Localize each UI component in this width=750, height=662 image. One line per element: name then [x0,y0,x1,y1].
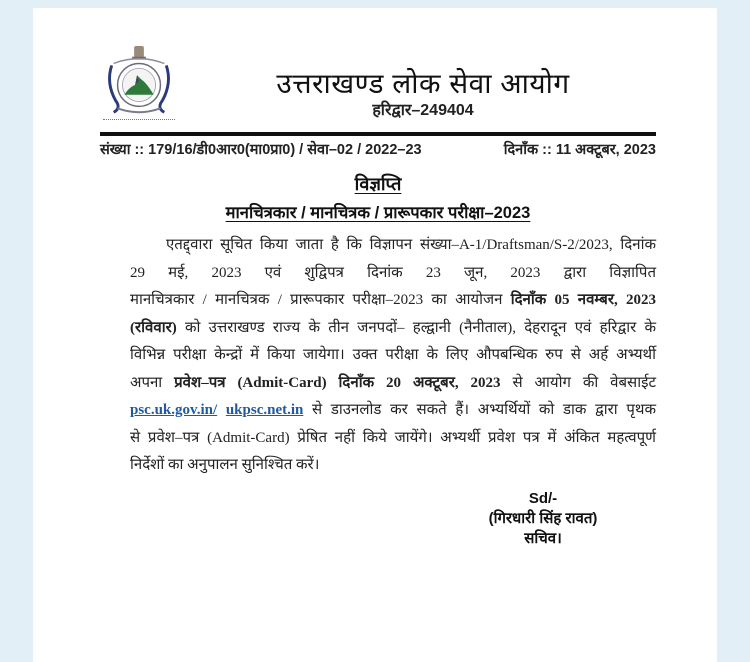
body-line [130,370,656,398]
body-line [130,315,656,343]
organization-title: उत्तराखण्ड लोक सेवा आयोग [276,68,570,99]
reference-number: संख्या :: 179/16/डी0आर0(मा0प्रा0) / सेवा–02 / 2022–23 [100,142,422,158]
body-line [130,232,656,260]
notice-subject [100,200,656,223]
notice-heading [100,172,656,196]
seal-caption-line [103,119,175,122]
website-link[interactable]: ukpsc.net.in [225,402,304,418]
notice-heading-text: विज्ञप्ति [354,174,402,194]
body-line [130,397,656,425]
body-text-segment [217,402,226,418]
body-line [130,452,656,480]
bold-text: दिनाँक 20 अक्टूबर, 2023 [338,374,501,391]
body-text-segment: से प्रवेश–पत्र (Admit-Card) प्रेषित नहीं किये जायेंगे। अभ्यर्थी प्रवेश पत्र में अंकित महत्वपूर्ण [130,429,656,446]
signatory-designation: सचिव। [524,530,562,547]
signature-block [463,489,623,549]
bold-text: (Admit-Card) [225,374,339,391]
body-text-segment: से आयोग की वेबसाईट [500,374,657,391]
commission-seal-icon [100,44,178,122]
body-line [130,287,656,315]
notice-page [33,8,717,662]
body-text-segment: निर्देशों का अनुपालन सुनिश्चित करें। [130,457,320,473]
reference-date: दिनाँक :: 11 अक्टूबर, 2023 [503,142,656,158]
body-text-segment: अपना [130,374,175,391]
body-text-segment: मानचित्रकार / मानचित्रक / प्रारूपकार परीक्षा–2023 का आयोजन [130,292,511,308]
header-divider [100,132,656,136]
body-text-segment: विभिन्न परीक्षा केन्द्रों में किया जायेगा। उक्त परीक्षा के लिए औपबन्धिक रुप से अर्ह अभ्यर्थी [130,347,656,363]
bold-text: (रविवार) [130,319,177,336]
organization-address: हरिद्वार–249404 [372,102,474,119]
body-line [130,425,656,453]
website-link[interactable]: psc.uk.gov.in/ [130,402,218,418]
body-text-segment: को उत्तराखण्ड राज्य के तीन जनपदों– हल्द्वानी (नैनीताल), देहरादून एवं हरिद्वार के [176,319,656,336]
signature-sd: Sd/- [528,490,558,507]
notice-body [130,232,656,480]
reference-line [100,139,656,159]
body-line [130,342,656,370]
body-line [130,260,656,288]
body-text-segment: से डाउनलोड कर सकते हैं। अभ्यर्थियों को डाक द्वारा पृथक [303,402,656,418]
body-text-segment: 29 मई, 2023 एवं शुद्विपत्र दिनांक 23 जून, 2023 द्वारा विज्ञापित [130,264,656,281]
notice-subject-text: मानचित्रकार / मानचित्रक / प्रारूपकार परीक्षा–2023 [225,204,531,222]
bold-text: प्रवेश–पत्र [174,374,226,391]
bold-text: दिनाँक 05 नवम्बर, 2023 [510,292,656,308]
body-text-segment: एतद्द्वारा सूचित किया जाता है कि विज्ञापन संख्या–A-1/Draftsman/S-2/2023, दिनांक [166,237,656,253]
signatory-name: (गिरधारी सिंह रावत) [488,510,598,527]
